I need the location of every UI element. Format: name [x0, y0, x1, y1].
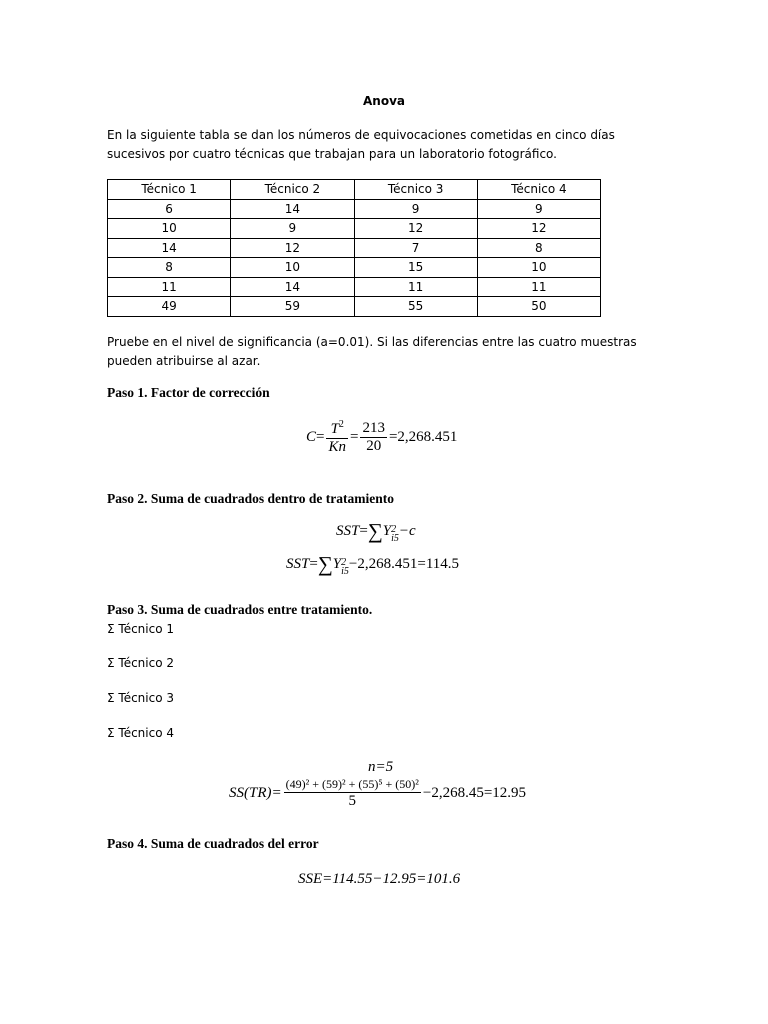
- table-cell: 14: [108, 238, 231, 258]
- intro-paragraph: En la siguiente tabla se dan los números de equivocaciones cometidas en cinco días sucesivos por cuatro técnicas que trabajan para un laboratorio fotográfico.: [107, 128, 615, 161]
- eq3-n-label: n=5: [368, 759, 394, 775]
- sst-formula-equation: SST=∑Y 2 i5 −c: [336, 519, 416, 544]
- summation-icon: ∑: [367, 519, 383, 543]
- eq1-fraction-1: [326, 419, 348, 456]
- table-cell: 8: [477, 238, 600, 258]
- eq1-den1: Kn: [328, 439, 346, 455]
- errors-table: [107, 179, 601, 317]
- eq2a-lhs: SST: [336, 523, 360, 539]
- step-4-heading: Paso 4. Suma de cuadrados del error: [107, 836, 319, 851]
- table-cell: 55: [354, 297, 477, 317]
- eq2b-tail: −2,268.451=114.5: [348, 556, 460, 572]
- eq1-den2: 20: [360, 437, 387, 455]
- eq3-lhs: SS(TR)=: [229, 784, 282, 801]
- sum-tecnico-2: Σ Técnico 2: [107, 656, 174, 670]
- table-cell: 11: [354, 277, 477, 297]
- sst-value-equation: SST=∑Y 2 i5 −2,268.451=114.5: [286, 552, 460, 577]
- eq2b-lhs: SST: [286, 556, 310, 572]
- table-header-cell: Técnico 2: [231, 180, 354, 200]
- eq2b-indices: [341, 558, 349, 576]
- table-cell: 49: [108, 297, 231, 317]
- eq2a-tail: −c: [398, 523, 416, 539]
- table-row: [108, 219, 601, 239]
- eq2a-var: Y: [382, 523, 392, 539]
- table-cell: 8: [108, 258, 231, 278]
- table-cell: 7: [354, 238, 477, 258]
- table-header-cell: Técnico 1: [108, 180, 231, 200]
- table-cell: 10: [231, 258, 354, 278]
- table-cell: 12: [231, 238, 354, 258]
- correction-factor-equation: C= $\frac{T^2}{Kn}$ = $\frac{213}{20}$ =2,268.451: [306, 419, 458, 455]
- table-row: [108, 199, 601, 219]
- sum-tecnico-4: Σ Técnico 4: [107, 726, 174, 740]
- eq3-tail: −2,268.45=12.95: [422, 784, 527, 801]
- table-cell: 15: [354, 258, 477, 278]
- eq1-fraction-2: [360, 420, 387, 455]
- eq1-num2: 213: [362, 420, 385, 436]
- table-cell: 9: [231, 219, 354, 239]
- eq3-fraction: [284, 777, 421, 810]
- table-cell: 59: [231, 297, 354, 317]
- table-cell: 14: [231, 277, 354, 297]
- eq2a-indices: [391, 525, 399, 543]
- table-totals-row: [108, 297, 601, 317]
- eq2b-sup: 2: [341, 557, 347, 568]
- question-paragraph: Pruebe en el nivel de significancia (a=0.01). Si las diferencias entre las cuatro muestras pueden atribuirse al azar.: [107, 335, 637, 368]
- sse-equation: SSE=114.55−12.95=101.6: [298, 871, 461, 887]
- sstr-equation: [229, 777, 526, 810]
- table-cell: 11: [108, 277, 231, 297]
- table-cell: 10: [477, 258, 600, 278]
- table-cell: 9: [354, 199, 477, 219]
- table-cell: 14: [231, 199, 354, 219]
- table-row: [108, 238, 601, 258]
- table-row: [108, 258, 601, 278]
- table-cell: 11: [477, 277, 600, 297]
- step-2-heading: Paso 2. Suma de cuadrados dentro de tratamiento: [107, 491, 395, 506]
- table-cell: 10: [108, 219, 231, 239]
- eq3-numerator: (49)² + (59)² + (55)⁵ + (50)²: [285, 777, 419, 791]
- page-title: Anova: [363, 94, 405, 108]
- summation-icon: ∑: [317, 552, 333, 576]
- table-header-row: [108, 180, 601, 200]
- eq1-num1-sup: 2: [338, 419, 344, 430]
- table-cell: 9: [477, 199, 600, 219]
- table-cell: 12: [477, 219, 600, 239]
- step-3-heading: Paso 3. Suma de cuadrados entre tratamiento.: [107, 602, 373, 617]
- eq2b-var: Y: [332, 556, 342, 572]
- eq2b-sub: i5: [341, 566, 349, 577]
- table-header-cell: Técnico 4: [477, 180, 600, 200]
- table-header-cell: Técnico 3: [354, 180, 477, 200]
- sum-tecnico-1: Σ Técnico 1: [107, 622, 174, 636]
- eq1-num1: T: [330, 421, 339, 437]
- step-1-heading: Paso 1. Factor de corrección: [107, 385, 270, 400]
- table-row: [108, 277, 601, 297]
- eq1-lhs: C: [306, 428, 317, 445]
- eq1-result: =2,268.451: [388, 428, 458, 445]
- table-cell: 12: [354, 219, 477, 239]
- table-cell: 6: [108, 199, 231, 219]
- eq2a-sub: i5: [391, 533, 399, 544]
- eq3-denominator: 5: [284, 792, 421, 810]
- table-cell: 50: [477, 297, 600, 317]
- sum-tecnico-3: Σ Técnico 3: [107, 691, 174, 705]
- eq2a-sup: 2: [391, 524, 397, 535]
